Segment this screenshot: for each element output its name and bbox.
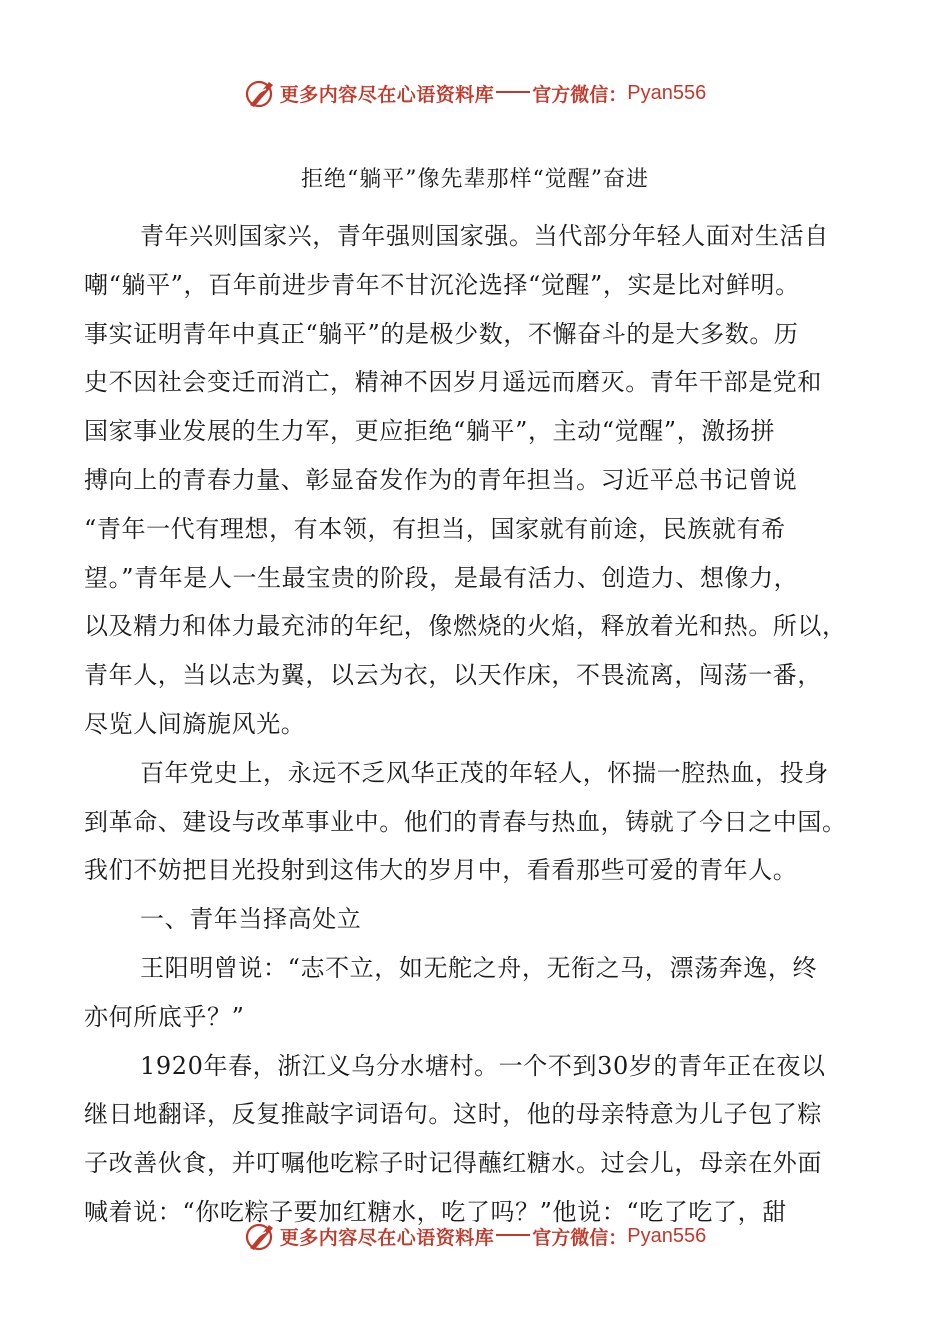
banner-dash-divider [496,1234,530,1236]
body-line: 搏向上的青春力量、彰显奋发作为的青年担当。习近平总书记曾说 [84,465,798,494]
body-line: 青年人，当以志为翼，以云为衣，以天作床，不畏流离，闯荡一番， [84,661,822,690]
footer-watermark-banner [0,1216,950,1256]
body-line: “青年一代有理想，有本领，有担当，国家就有前途，民族就有希 [84,514,786,543]
section-heading: 一、青年当择高处立 [140,905,362,934]
banner-wechat-label: 官方微信： [532,1226,628,1249]
body-line: 尽览人间旖旎风光。 [84,709,306,738]
body-line: 喊着说：“你吃粽子要加红糖水，吃了吗？”他说：“吃了吃了，甜 [84,1197,787,1226]
document-body [84,212,868,1237]
banner-wechat-id: Pyan556 [627,1224,707,1247]
body-line: 史不因社会变迁而消亡，精神不因岁月遥远而磨灭。青年干部是党和 [84,368,822,397]
banner-main-text: 更多内容尽在心语资料库 [279,83,495,106]
body-line: 1920年春，浙江义乌分水塘村。一个不到30岁的青年正在夜以 [140,1051,826,1080]
banner-dash-divider [496,91,530,93]
body-line: 子改善伙食，并叮嘱他吃粽子时记得蘸红糖水。过会儿，母亲在外面 [84,1149,822,1178]
page-title: 拒绝“躺平”像先辈那样“觉醒”奋进 [301,167,649,192]
body-line: 嘲“躺平”，百年前进步青年不甘沉沦选择“觉醒”，实是比对鲜明。 [84,270,800,299]
banner-main-text: 更多内容尽在心语资料库 [279,1226,495,1249]
pen-logo-icon [244,1219,278,1253]
pen-logo-icon [244,76,278,110]
body-line: 王阳明曾说：“志不立，如无舵之舟，无衔之马，漂荡奔逸，终 [140,953,818,982]
body-line: 国家事业发展的生力军，更应拒绝“躺平”，主动“觉醒”，激扬拼 [84,417,776,446]
body-line: 百年党史上，永远不乏风华正茂的年轻人，怀揣一腔热血，投身 [140,758,829,787]
body-line: 继日地翻译，反复推敲字词语句。这时，他的母亲特意为儿子包了粽 [84,1100,822,1129]
body-line: 事实证明青年中真正“躺平”的是极少数，不懈奋斗的是大多数。历 [84,319,799,348]
body-line: 亦何所底乎？” [84,1002,245,1031]
body-line: 望。”青年是人一生最宝贵的阶段，是最有活力、创造力、想像力， [84,563,799,592]
banner-wechat-label: 官方微信： [532,83,628,106]
body-line: 以及精力和体力最充沛的年纪，像燃烧的火焰，释放着光和热。所以， [84,612,847,641]
body-line: 青年兴则国家兴，青年强则国家强。当代部分年轻人面对生活自 [140,222,829,250]
body-line: 我们不妨把目光投射到这伟大的岁月中，看看那些可爱的青年人。 [84,856,798,885]
header-watermark-banner [0,73,950,113]
body-line: 到革命、建设与改革事业中。他们的青春与热血，铸就了今日之中国。 [84,807,847,836]
banner-wechat-id: Pyan556 [627,81,707,104]
